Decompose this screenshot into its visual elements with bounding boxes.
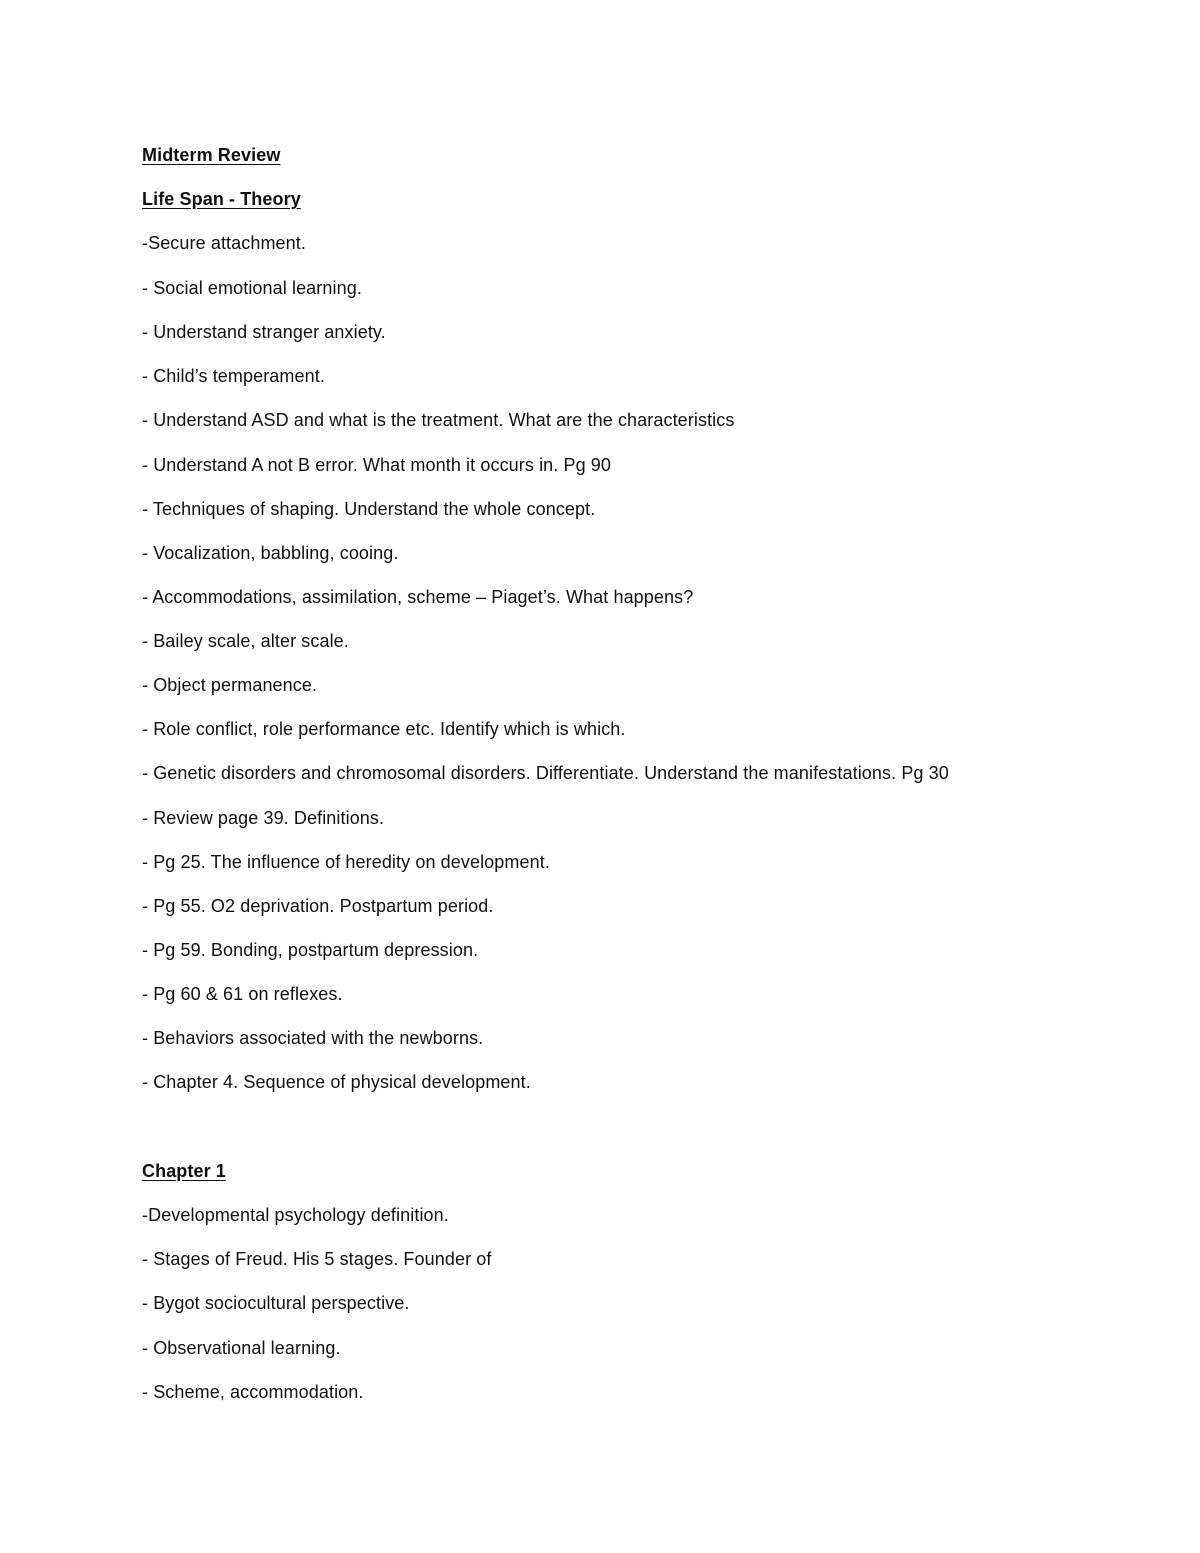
- list-item: - Accommodations, assimilation, scheme – Piaget’s. What happens?: [142, 587, 694, 607]
- list-item: - Genetic disorders and chromosomal disorders. Differentiate. Understand the manifestations. Pg 30: [142, 763, 949, 783]
- list-item: - Vocalization, babbling, cooing.: [142, 543, 399, 563]
- list-item: - Understand A not B error. What month it occurs in. Pg 90: [142, 455, 612, 475]
- list-item: - Stages of Freud. His 5 stages. Founder of: [142, 1249, 492, 1269]
- section-heading-life-span: Life Span - Theory: [142, 189, 301, 209]
- list-item: - Scheme, accommodation.: [142, 1382, 364, 1402]
- list-item: - Social emotional learning.: [142, 278, 362, 298]
- document-title: Midterm Review: [142, 145, 281, 165]
- list-item: - Bailey scale, alter scale.: [142, 631, 349, 651]
- list-item: -Developmental psychology definition.: [142, 1205, 449, 1225]
- list-item: - Pg 25. The influence of heredity on development.: [142, 852, 550, 872]
- list-item: - Review page 39. Definitions.: [142, 808, 385, 828]
- list-item: - Child’s temperament.: [142, 366, 325, 386]
- list-item: - Behaviors associated with the newborns.: [142, 1028, 484, 1048]
- list-item: -Secure attachment.: [142, 233, 306, 253]
- section-heading-chapter-1: Chapter 1: [142, 1161, 226, 1181]
- list-item: - Pg 55. O2 deprivation. Postpartum period.: [142, 896, 494, 916]
- list-item: - Understand ASD and what is the treatment. What are the characteristics: [142, 410, 735, 430]
- list-item: - Observational learning.: [142, 1338, 341, 1358]
- list-item: - Bygot sociocultural perspective.: [142, 1293, 410, 1313]
- list-item: - Techniques of shaping. Understand the whole concept.: [142, 499, 596, 519]
- list-item: - Pg 60 & 61 on reflexes.: [142, 984, 343, 1004]
- list-item: - Role conflict, role performance etc. Identify which is which.: [142, 719, 626, 739]
- list-item: - Understand stranger anxiety.: [142, 322, 386, 342]
- list-item: - Chapter 4. Sequence of physical development.: [142, 1072, 531, 1092]
- list-item: - Object permanence.: [142, 675, 318, 695]
- list-item: - Pg 59. Bonding, postpartum depression.: [142, 940, 479, 960]
